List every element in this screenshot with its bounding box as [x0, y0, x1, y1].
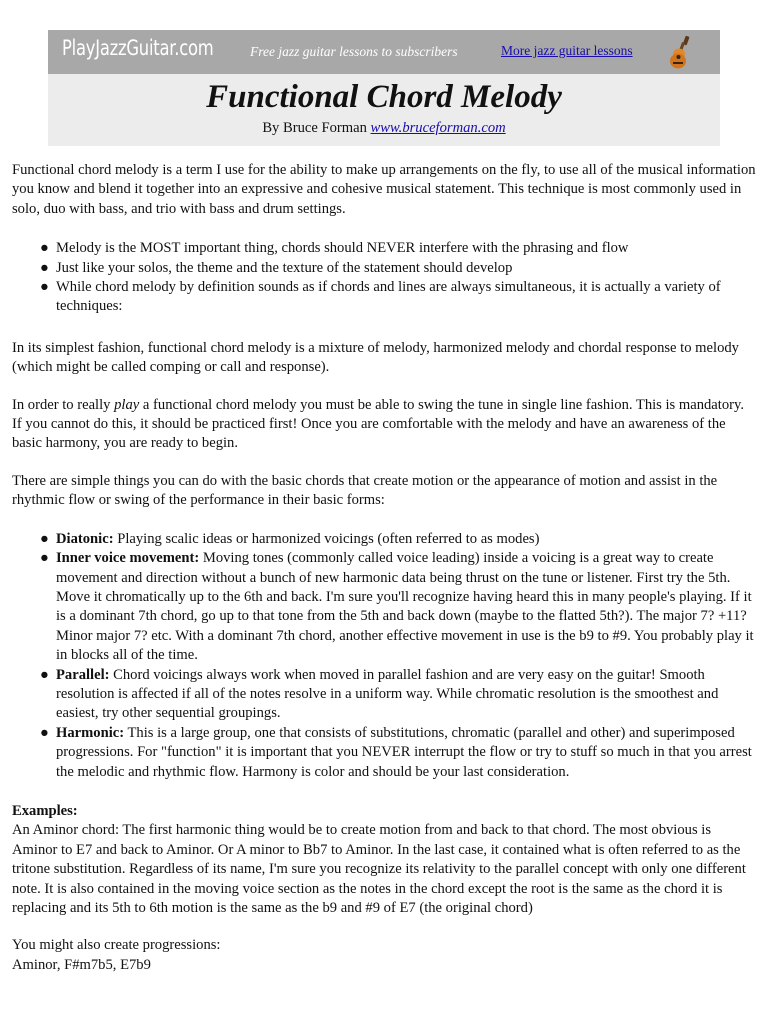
guitar-icon	[667, 34, 695, 70]
list-item	[12, 239, 756, 258]
author-website-link[interactable]: www.bruceforman.com	[370, 120, 506, 136]
play-paragraph-start: In order to really	[12, 396, 115, 413]
technique-term: Inner voice movement:	[56, 550, 200, 567]
play-paragraph	[12, 396, 756, 454]
technique-text: Playing scalic ideas or harmonized voicings (often referred to as modes)	[113, 530, 540, 547]
technique-text: This is a large group, one that consists of substitutions, chromatic (parallel and other) and superimposed progressions. For "function" it is important that you NEVER interrupt the flow or try to stuff so much in that you arrest the melodic and rhythmic flow. Harmony is color and should be your last consideration.	[56, 724, 752, 780]
technique-item	[12, 666, 756, 724]
technique-term: Parallel:	[56, 666, 110, 683]
article-body	[12, 161, 756, 975]
examples-heading: Examples:	[12, 802, 78, 819]
techniques-list	[12, 530, 756, 782]
technique-item	[12, 530, 756, 549]
key-points-list	[12, 239, 756, 317]
list-item	[12, 259, 756, 278]
simplest-paragraph: In its simplest fashion, functional chord melody is a mixture of melody, harmonized melody and chordal response to melody (which might be called comping or call and response).	[12, 339, 739, 376]
technique-item	[12, 549, 756, 665]
bullet-icon: ●	[40, 279, 49, 296]
site-logo[interactable]: PlayJazzGuitar.com	[62, 36, 214, 60]
more-lessons-link[interactable]: More jazz guitar lessons	[501, 43, 633, 58]
technique-term: Diatonic:	[56, 530, 114, 547]
bullet-icon: ●	[40, 550, 49, 567]
byline	[48, 119, 720, 138]
bullet-icon: ●	[40, 666, 49, 683]
bullet-icon: ●	[40, 240, 49, 257]
technique-text: Moving tones (commonly called voice leading) inside a voicing is a great way to create movement and direction without a bunch of new harmonic data being thrust on the tune or listener. First try the 5th. Move it chromatically up to the 6th and back. I'm sure you'll recognize having heard this in many people's playing. If it is a dominant 7th chord, go up to that tone from the 5th and back down (maybe to the flatted 5th?). The major 7? +11? Minor major 7? etc. With a dominant 7th chord, another effective movement in use is the b9 to #9. You probably play it in blocks all of the time.	[56, 550, 754, 664]
list-item-text: Just like your solos, the theme and the texture of the statement should develop	[56, 259, 513, 276]
list-item-text: While chord melody by definition sounds as if chords and lines are always simultaneous, it is actually a variety of techniques:	[56, 279, 721, 315]
list-item-text: Melody is the MOST important thing, chords should NEVER interfere with the phrasing and flow	[56, 240, 629, 257]
technique-item	[12, 724, 756, 782]
bullet-icon: ●	[40, 724, 49, 741]
simple-things-paragraph: There are simple things you can do with the basic chords that create motion or the appearance of motion and assist in the rhythmic flow or swing of the performance in their basic forms:	[12, 472, 718, 509]
play-paragraph-end: a functional chord melody you must be able to swing the tune in single line fashion. This is mandatory. If you cannot do this, it should be practiced first! Once you are comfortable with the melody and have an awareness of the basic harmony, you are ready to begin.	[12, 396, 744, 452]
play-emphasis: play	[114, 396, 140, 413]
progressions-intro: You might also create progressions:	[12, 937, 221, 954]
bullet-icon: ●	[40, 259, 49, 276]
intro-paragraph: Functional chord melody is a term I use for the ability to make up arrangements on the fly, to use all of the musical information you know and blend it together into an expressive and cohesive musical statement. This technique is most commonly used in solo, duo with bass, and trio with bass and drum settings.	[12, 162, 756, 217]
technique-text: Chord voicings always work when moved in parallel fashion and are very easy on the guitar! Smooth resolution is affected if all of the notes resolve in a uniform way. While chromatic resolution is the smoothest and easiest, try other sequential groupings.	[56, 666, 719, 722]
site-top-bar	[48, 30, 720, 74]
byline-author: By Bruce Forman	[262, 120, 371, 136]
progression-example: Aminor, F#m7b5, E7b9	[12, 956, 151, 973]
list-item	[12, 278, 756, 317]
bullet-icon: ●	[40, 530, 49, 547]
page-title: Functional Chord Melody	[206, 79, 562, 115]
examples-paragraph: An Aminor chord: The first harmonic thing would be to create motion from and back to that chord. The most obvious is Aminor to E7 and back to Aminor. Or A minor to Bb7 to Aminor. In the last case, it contained what is often referred to as the tritone substitution. Regardless of its name, I'm sure you recognize its relativity to the parallel concept with only one different note. It is also contained in the moving voice section as the notes in the chord except the root is the same as the chord it is replacing and its 5th to 6th motion is the same as the b9 and #9 of E7 (the original chord)	[12, 822, 746, 916]
header-banner	[48, 30, 720, 146]
technique-term: Harmonic:	[56, 724, 125, 741]
site-tagline: Free jazz guitar lessons to subscribers	[250, 44, 458, 59]
